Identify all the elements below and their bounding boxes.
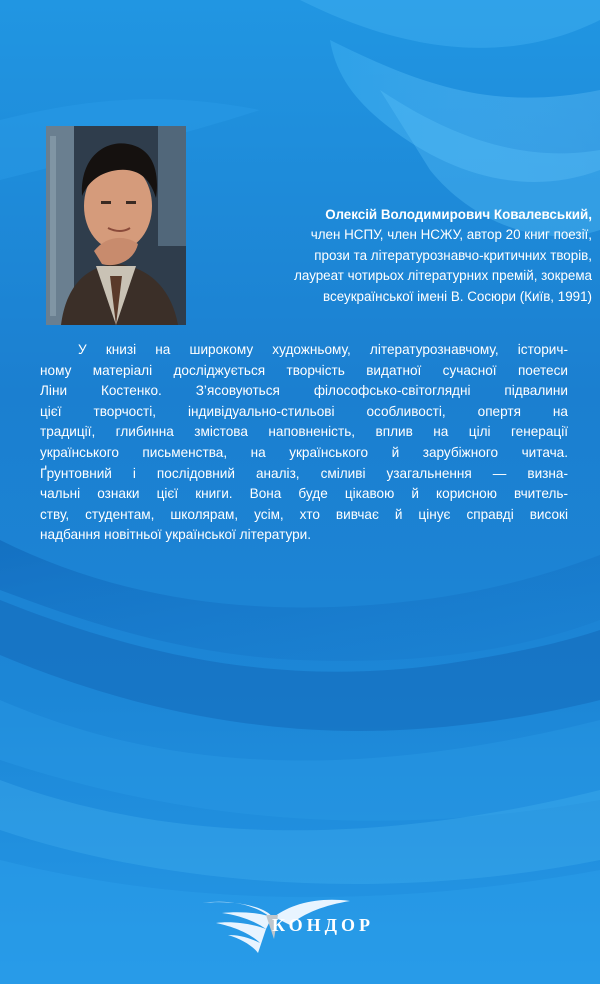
annotation-line: надбання новітньої української літератури. (40, 527, 312, 543)
annotation-line: чальні ознаки цієї книги. Вона буде цікавою й корисною вчитель- (40, 486, 568, 502)
author-photo (46, 126, 186, 325)
author-bio-line: всеукраїнської імені В. Сосюри (Київ, 1991) (323, 288, 592, 304)
annotation-line: Ліни Костенко. З’ясовуються філософсько-світоглядні підвалини (40, 383, 568, 399)
author-bio-line: прози та літературознавчо-критичних творів, (314, 247, 592, 263)
annotation-line: цієї творчості, індивідуально-стильові особливості, опертя на (40, 403, 568, 419)
annotation-line: ству, студентам, школярам, усім, хто вивчає й цінує справді високі (40, 506, 568, 522)
annotation-line: ному матеріалі досліджується творчість видатної сучасної поетеси (40, 362, 568, 378)
publisher-name: КОНДОР (272, 915, 374, 935)
author-name: Олексій Володимирович Ковалевський, (325, 207, 592, 222)
book-annotation (40, 340, 568, 546)
author-bio-line: лауреат чотирьох літературних премій, зокрема (294, 268, 592, 284)
annotation-line: традиції, глибинна змістова наповненість, вплив на цілі генерації (40, 424, 568, 440)
annotation-line: українського письменства, на українського й зарубіжного читача. (40, 444, 568, 460)
annotation-line: Ґрунтовний і послідовний аналіз, сміливі узагальнення — визна- (40, 465, 568, 481)
annotation-line: У книзі на широкому художньому, літературознавчому, історич- (78, 342, 568, 357)
author-bio-line: член НСПУ, член НСЖУ, автор 20 книг поезії, (310, 227, 592, 243)
author-bio (200, 205, 592, 307)
